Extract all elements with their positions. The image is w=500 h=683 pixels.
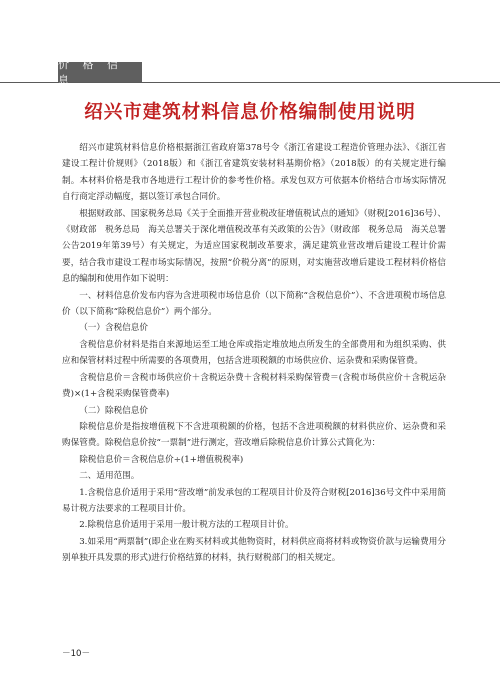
article-body (62, 140, 446, 567)
subheading: 二、适用范围。 (79, 471, 140, 482)
paragraph: 一、材料信息价发布内容为含进项税市场信息价（以下简称“含税信息价”）、不含进项税市场信息价（以下简称“除税信息价”）两个部分。 (62, 290, 446, 318)
paragraph: 绍兴市建筑材料信息价格根据浙江省政府第378号令《浙江省建设工程造价管理办法》、《浙江省建设工程计价规则》（2018版）和《浙江省建筑安装材料基期价格》（2018版）的有关规定进行编制。本材料价格是我市各地进行工程计价的参考性价格。承发包双方可依据本价格结合市场实际情况自行商定浮动幅度，据以签订承包合同价。 (62, 143, 446, 203)
subheading: （一）含税信息价 (79, 323, 148, 334)
paragraph: 根据财政部、国家税务总局《关于全面推开营业税改征增值税试点的通知》（财税[2016]36号）、《财政部 税务总局 海关总署关于深化增值税改革有关政策的公告》（财政部 税务总局 海关总署公告2019年第39号）有关规定，为适应国家税制改革要求，满足建筑业营改增后建设工程计价需要，结合我市建设工程市场实际情况，按照“价税分离”的原则，对实施营改增后建设工程材料价格信息的编制和使用作如下说明： (62, 208, 446, 285)
paragraph: 含税信息价材料是指自来源地运至工地仓库或指定堆放地点所发生的全部费用和为组织采购、供应和保管材料过程中所需要的各项费用，包括含进项税额的市场供应价、运杂费和采购保管费。 (62, 339, 446, 367)
formula: 除税信息价＝含税信息价÷(1+增值税税率) (79, 454, 244, 465)
section-header-bar (0, 58, 500, 87)
subheading: （二）除税信息价 (79, 405, 148, 416)
list-item: 1.含税信息价适用于采用“营改增”前发承包的工程项目计价及符合财税[2016]36号文件中采用简易计税方法要求的工程项目计价。 (62, 487, 446, 514)
list-item: 3.如采用“两票制”(即企业在购买材料或其他物资时，材料供应商将材料或物资价款与运输费用分别单独开具发票的形式)进行价格结算的材料，执行财税部门的相关规定。 (62, 536, 446, 564)
page-title: 绍兴市建筑材料信息价格编制使用说明 (84, 102, 416, 123)
list-item: 2.除税信息价适用于采用一般计税方法的工程项目计价。 (79, 520, 294, 531)
formula: 含税信息价＝含税市场供应价＋含税运杂费＋含税材料采购保管费＝(含税市场供应价＋含税运杂费)×(1+含税采购保管费率) (62, 372, 446, 400)
page-number: －10－ (62, 649, 91, 659)
paragraph: 除税信息价是指按增值税下不含进项税额的价格，包括不含进项税额的材料供应价、运杂费和采购保管费。除税信息价按“一票制”进行测定，营改增后除税信息价计算公式简化为： (62, 421, 446, 449)
section-tag: 价 格 信 息 (58, 62, 142, 82)
